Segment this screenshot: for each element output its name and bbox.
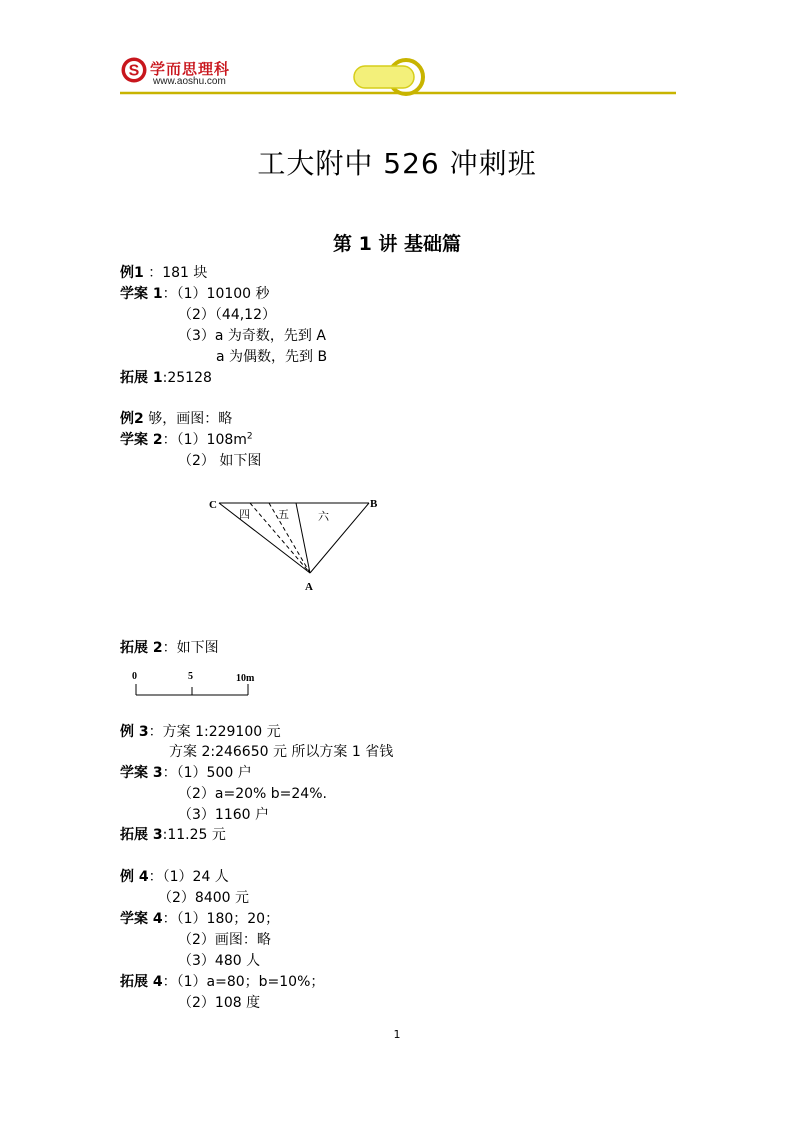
triangle-diagram bbox=[200, 490, 390, 595]
answer-label: 拓展 3 bbox=[120, 827, 163, 843]
answer-text: ：（1）a=80；b=10%； bbox=[162, 974, 325, 990]
answer-line bbox=[120, 368, 212, 388]
answer-label: 学案 4 bbox=[120, 911, 163, 927]
answer-line bbox=[120, 430, 253, 450]
region-label-5: 五 bbox=[278, 508, 289, 521]
answer-line bbox=[120, 638, 219, 658]
answer-label: 例 3 bbox=[120, 724, 149, 740]
ruler-tick-5: 5 bbox=[188, 671, 193, 682]
answer-text: ：181 块 bbox=[143, 265, 208, 281]
ruler-tick-10m: 10m bbox=[236, 673, 255, 684]
document-title: 工大附中 526 冲刺班 bbox=[257, 147, 537, 180]
answer-label: 拓展 4 bbox=[120, 974, 163, 990]
brand-url: www.aoshu.com bbox=[153, 76, 226, 87]
answer-text: ：（1）10100 秒 bbox=[162, 286, 270, 302]
answer-label: 拓展 2 bbox=[120, 640, 163, 656]
answer-line bbox=[120, 825, 226, 845]
answer-line: （2）画图：略 bbox=[178, 932, 271, 948]
answer-text: ：如下图 bbox=[162, 640, 219, 656]
answer-text: ：方案 1:229100 元 bbox=[148, 724, 281, 740]
answer-line bbox=[120, 409, 232, 429]
answer-line: （3）1160 户 bbox=[178, 807, 269, 823]
answer-label: 拓展 1 bbox=[120, 370, 163, 386]
answer-text: ：（1）180；20； bbox=[162, 911, 280, 927]
answer-line: （2）a=20% b=24%. bbox=[178, 786, 327, 802]
answer-line bbox=[120, 867, 229, 887]
answer-label: 学案 2 bbox=[120, 432, 163, 448]
page-number: 1 bbox=[393, 1028, 401, 1041]
answer-line: （3）480 人 bbox=[178, 953, 261, 969]
answer-label: 学案 3 bbox=[120, 765, 163, 781]
region-label-6: 六 bbox=[318, 510, 329, 523]
answer-line bbox=[120, 284, 270, 304]
vertex-label-a: A bbox=[305, 581, 313, 593]
answer-text: :25128 bbox=[162, 370, 212, 386]
brand-name: 学而思理科 bbox=[150, 60, 231, 78]
answer-line: （2）（44,12） bbox=[178, 307, 276, 323]
answer-line bbox=[120, 263, 207, 283]
ruler-tick-0: 0 bbox=[132, 671, 137, 682]
section-title: 第 1 讲 基础篇 bbox=[332, 233, 462, 255]
answer-text: ：（1）108m bbox=[162, 432, 247, 448]
answer-line: （3）a 为奇数，先到 A bbox=[178, 328, 326, 344]
answer-line bbox=[120, 763, 252, 783]
svg-text:S: S bbox=[128, 62, 140, 80]
answer-label: 例1 bbox=[120, 265, 144, 281]
answer-line: （2） 如下图 bbox=[178, 453, 262, 469]
answer-line: 方案 2:246650 元 所以方案 1 省钱 bbox=[169, 744, 394, 760]
answer-line bbox=[120, 909, 279, 929]
superscript: 2 bbox=[246, 431, 253, 442]
scale-ruler bbox=[126, 667, 276, 699]
region-label-4: 四 bbox=[239, 508, 250, 521]
vertex-label-c: C bbox=[209, 499, 217, 511]
answer-text: :11.25 元 bbox=[162, 827, 226, 843]
vertex-label-b: B bbox=[370, 498, 378, 510]
answer-label: 例 4 bbox=[120, 869, 149, 885]
header-decoration bbox=[120, 56, 680, 98]
answer-line: （2）108 度 bbox=[178, 995, 261, 1011]
answer-label: 学案 1 bbox=[120, 286, 163, 302]
answer-line bbox=[120, 972, 324, 992]
answer-text: 够，画图：略 bbox=[143, 411, 233, 427]
answer-line bbox=[120, 722, 281, 742]
answer-text: ：（1）24 人 bbox=[148, 869, 229, 885]
answer-line: a 为偶数，先到 B bbox=[216, 349, 328, 365]
answer-label: 例2 bbox=[120, 411, 144, 427]
answer-line: （2）8400 元 bbox=[158, 890, 249, 906]
answer-text: ：（1）500 户 bbox=[162, 765, 252, 781]
